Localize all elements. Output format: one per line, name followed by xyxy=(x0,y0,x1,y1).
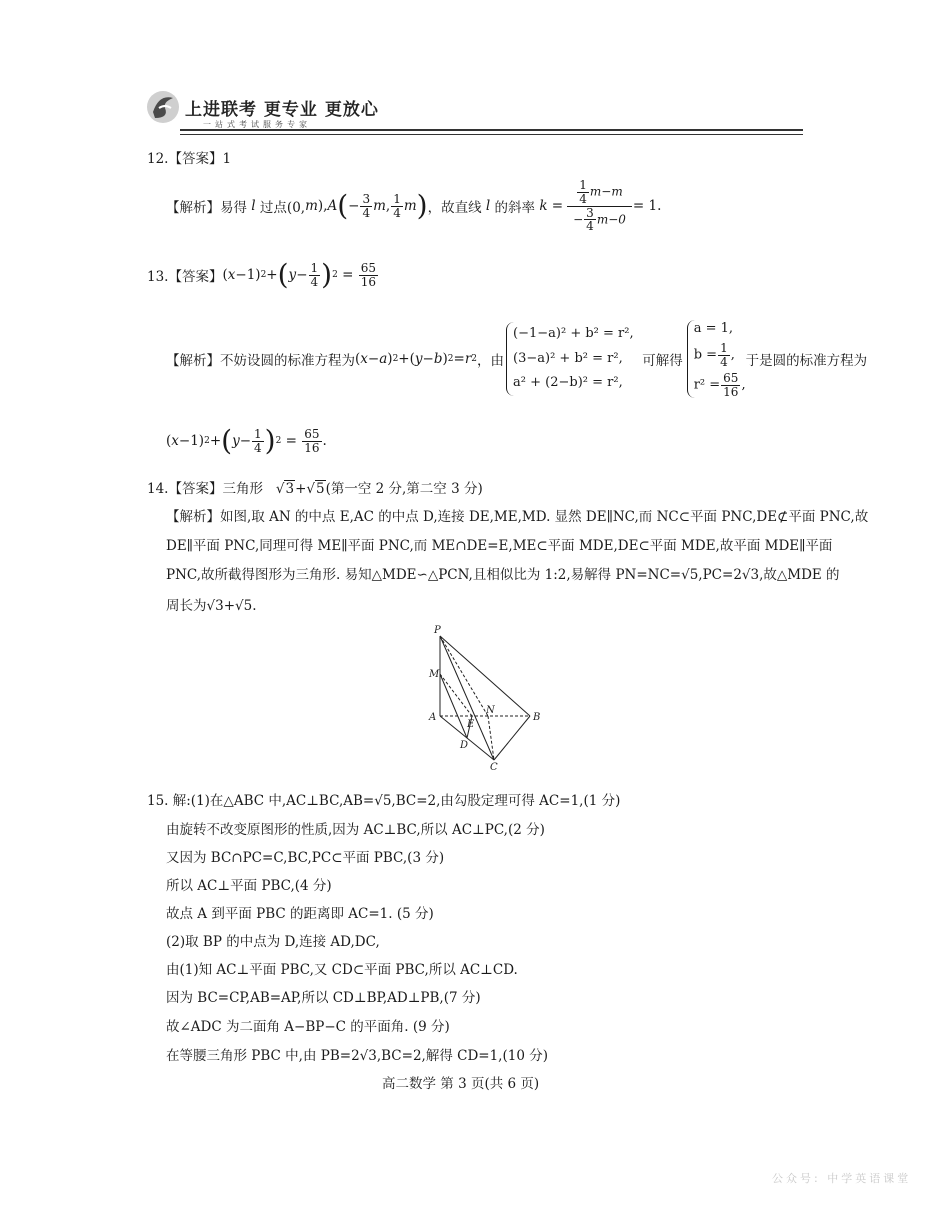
q15-line-1: 15. 解:(1)在△ABC 中,AC⊥BC,AB=√5,BC=2,由勾股定理可得 AC=1,(1 分) xyxy=(147,793,621,809)
header-rule-thick xyxy=(180,129,803,131)
q12-analysis: 【解析】易得 l 过点(0, m ), A ( − $\frac{3}{4}$ m , $\frac{1}{4}$ m ) ，故直线 l 的斜率 k = $\frac{1}{4}$ m−m − $\frac{3}{4}$ m−0 = 1. xyxy=(166,178,662,234)
logo-icon xyxy=(145,88,181,126)
q14-line-4: 周长为√3+√5. xyxy=(166,598,257,614)
page-footer: 高二数学 第 3 页(共 6 页) xyxy=(382,1076,540,1092)
header-subtitle: 一站式考试服务专家 xyxy=(203,120,311,129)
q15-line-5: 故点 A 到平面 PBC 的距离即 AC=1. (5 分) xyxy=(166,906,434,922)
q15-line-6: (2)取 BP 的中点为 D,连接 AD,DC, xyxy=(166,934,380,950)
q13-analysis: 【解析】不妨设圆的标准方程为 ( x − a ) 2 +( y − b ) 2 = r 2 ，由 (−1−a)² + b² = r², (3−a)² + b² = r², a² + (2−b)² = r², 可解得 a = 1, b = $\frac{1}{4}$ , r² = $\frac{65}{16}$ , 于是圆的标准方程为 xyxy=(166,320,868,399)
q13-equation-system: (−1−a)² + b² = r², (3−a)² + b² = r², a² + (2−b)² = r², xyxy=(506,322,634,396)
edge-MD xyxy=(440,674,467,738)
q15-line-10: 在等腰三角形 PBC 中,由 PB=2√3,BC=2,解得 CD=1,(10 分) xyxy=(166,1048,548,1064)
watermark: 公众号: 中学英语课堂 xyxy=(772,1172,912,1185)
edge-ME xyxy=(440,674,472,716)
header-slogan: 上进联考 更专业 更放心 xyxy=(185,100,379,120)
label-N: N xyxy=(486,705,495,716)
q14-answer: 14.【答案】三角形 √3+√5(第一空 2 分,第二空 3 分) xyxy=(147,481,483,497)
q15-line-2: 由旋转不改变原图形的性质,因为 AC⊥BC,所以 AC⊥PC,(2 分) xyxy=(166,822,545,838)
q13-answer: 13.【答案】 ( x −1) 2 + ( y − $\frac{1}{4}$ ) 2 = $\frac{65}{16}$ xyxy=(147,258,376,291)
label-A: A xyxy=(429,712,437,723)
label-C: C xyxy=(490,762,498,773)
label-P: P xyxy=(434,625,441,636)
q15-line-3: 又因为 BC∩PC=C,BC,PC⊂平面 PBC,(3 分) xyxy=(166,850,445,866)
q12-answer: 12.【答案】1 xyxy=(147,151,232,167)
pyramid-figure xyxy=(420,622,550,774)
q14-line-3: PNC,故所截得图形为三角形. 易知△MDE∽△PCN,且相似比为 1:2,易解得 PN=NC=√5,PC=2√3,故△MDE 的 xyxy=(166,567,840,583)
label-E: E xyxy=(467,719,475,730)
label-M: M xyxy=(429,669,440,680)
q13-solution-system: a = 1, b = $\frac{1}{4}$ , r² = $\frac{65}{16}$ , xyxy=(687,320,746,399)
q14-line-2: DE∥平面 PNC,同理可得 ME∥平面 PNC,而 ME∩DE=E,ME⊂平面 MDE,DE⊂平面 MDE,故平面 MDE∥平面 xyxy=(166,538,833,554)
header-rule-thin xyxy=(180,134,803,135)
q15-line-7: 由(1)知 AC⊥平面 PBC,又 CD⊂平面 PBC,所以 AC⊥CD. xyxy=(166,962,518,978)
q15-line-8: 因为 BC=CP,AB=AP,所以 CD⊥BP,AD⊥PB,(7 分) xyxy=(166,990,481,1006)
q13-final: ( x −1) 2 + ( y − $\frac{1}{4}$ ) 2 = $\frac{65}{16}$ . xyxy=(166,424,327,457)
edge-PB xyxy=(440,636,530,716)
edge-CB xyxy=(494,716,530,760)
edge-PN xyxy=(440,636,488,716)
q14-line-1: 【解析】如图,取 AN 的中点 E,AC 的中点 D,连接 DE,ME,MD. 显然 DE∥NC,而 NC⊂平面 PNC,DE⊄平面 PNC,故 xyxy=(166,509,869,525)
label-D: D xyxy=(460,740,469,751)
q15-line-9: 故∠ADC 为二面角 A−BP−C 的平面角. (9 分) xyxy=(166,1019,450,1035)
label-B: B xyxy=(533,712,541,723)
q15-line-4: 所以 AC⊥平面 PBC,(4 分) xyxy=(166,878,332,894)
